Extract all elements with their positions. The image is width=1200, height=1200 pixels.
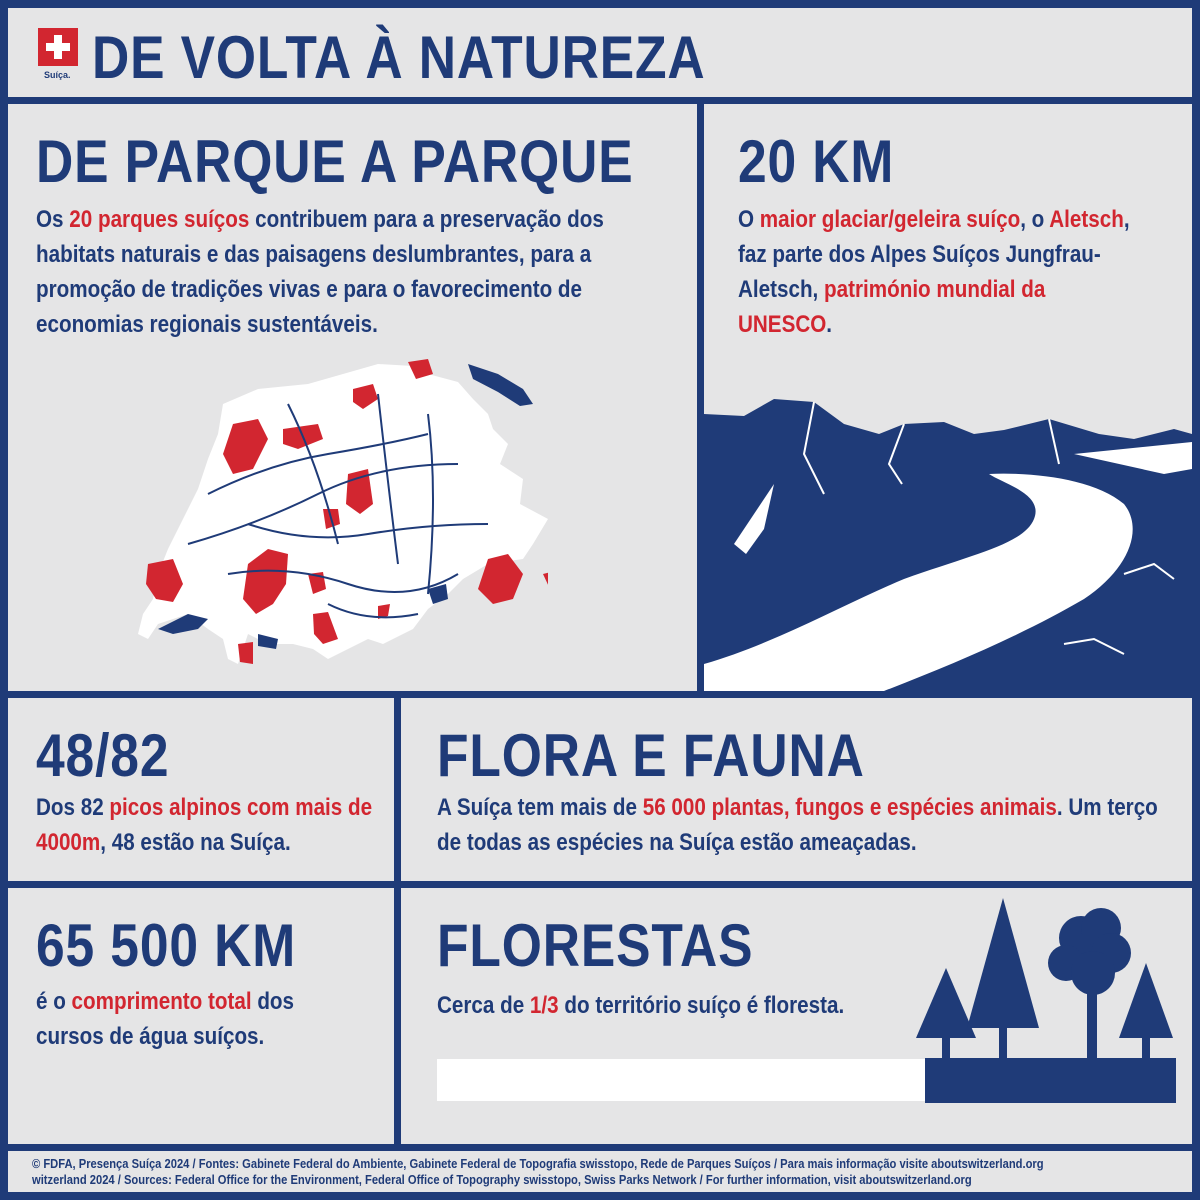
text-run: é o — [36, 988, 72, 1015]
peaks-title: 48/82 — [36, 722, 170, 789]
footer-line-2: witzerland 2024 / Sources: Federal Office for the Environment, Federal Office of Topography swisstopo, Swiss Parks Network / For further information, visit aboutswitzerland.org — [32, 1172, 972, 1187]
highlight-text: património mundial da UNESCO — [738, 276, 1046, 338]
forest-title: FLORESTAS — [437, 912, 754, 979]
parks-title: DE PARQUE A PARQUE — [36, 128, 634, 195]
peaks-panel — [8, 698, 394, 881]
highlight-text: maior glaciar/geleira suíço — [759, 206, 1021, 233]
switzerland-parks-map-icon — [128, 344, 548, 674]
footer-credits — [32, 1156, 1192, 1188]
glacier-title: 20 KM — [738, 128, 895, 195]
swiss-flag-icon — [38, 28, 78, 66]
flora-panel — [401, 698, 1192, 881]
text-run: , o — [1020, 206, 1050, 233]
peaks-text — [36, 790, 380, 860]
text-run: Dos 82 — [36, 794, 110, 821]
text-run: Cerca de — [437, 992, 530, 1019]
text-run: contribuem para a preservação dos habitats naturais e das paisagens deslumbrantes, para a promoção de tradições vivas e para o favorecimento de economias regionais sustentáveis. — [36, 206, 604, 338]
water-text — [36, 984, 363, 1054]
glacier-text — [738, 202, 1142, 342]
glacier-panel — [704, 104, 1192, 691]
parks-panel — [8, 104, 697, 691]
text-run: dos cursos de água suíços. — [36, 988, 295, 1050]
forest-text — [437, 988, 901, 1023]
text-run: O — [738, 206, 760, 233]
text-run: A Suíça tem mais de — [437, 794, 643, 821]
parks-text — [36, 202, 664, 342]
forest-panel — [401, 888, 1192, 1144]
highlight-text: 20 parques suíços — [69, 206, 250, 233]
highlight-text: comprimento total — [71, 988, 252, 1015]
text-run: . Um terço de todas as espécies na Suíça estão ameaçadas. — [437, 794, 1158, 856]
highlight-text: Aletsch — [1049, 206, 1124, 233]
flora-text — [437, 790, 1168, 860]
forest-trees-icon — [911, 898, 1176, 1103]
text-run: , faz parte dos Alpes Suíços Jungfrau-Aletsch, — [738, 206, 1130, 303]
flora-title: FLORA E FAUNA — [437, 722, 865, 789]
water-panel — [8, 888, 394, 1144]
glacier-mountains-illustration-icon — [704, 394, 1192, 691]
text-run: Os — [36, 206, 70, 233]
footer-bar — [8, 1151, 1192, 1192]
water-title: 65 500 KM — [36, 912, 297, 979]
text-run: . — [826, 311, 833, 338]
text-run: , 48 estão na Suíça. — [100, 829, 291, 856]
footer-line-1: © FDFA, Presença Suíça 2024 / Fontes: Gabinete Federal do Ambiente, Gabinete Federal de Topografia swisstopo, Rede de Parques Suíços / Para mais informação visite aboutswitzerland.org — [32, 1156, 1044, 1171]
highlight-text: 56 000 plantas, fungos e espécies animais — [642, 794, 1057, 821]
text-run: do território suíço é floresta. — [558, 992, 845, 1019]
page-title: DE VOLTA À NATUREZA — [92, 24, 706, 91]
highlight-text: picos alpinos com mais de 4000m — [36, 794, 373, 856]
flag-caption: Suíça. — [44, 70, 71, 80]
header-bar — [8, 8, 1192, 97]
highlight-text: 1/3 — [529, 992, 559, 1019]
